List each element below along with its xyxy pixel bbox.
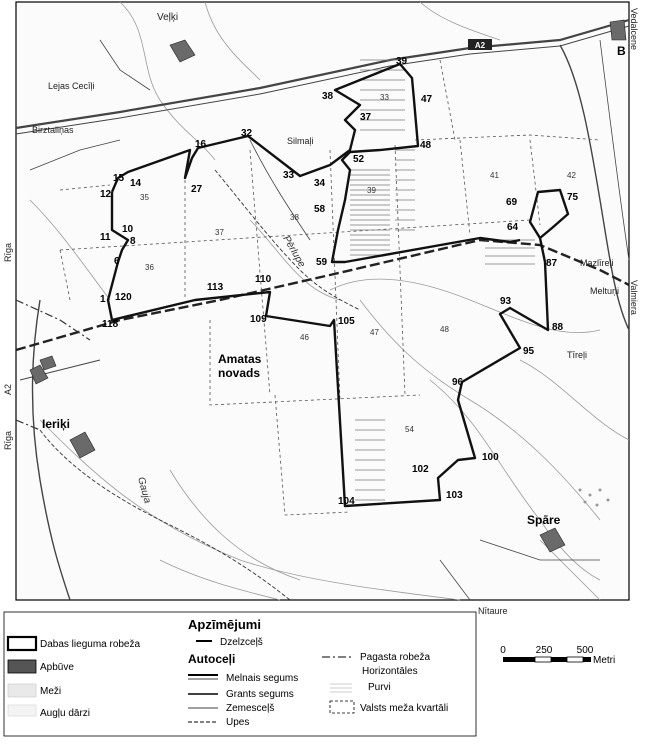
- point-110: 110: [255, 274, 272, 285]
- quarter-46: 46: [300, 333, 309, 342]
- quarter-39: 39: [367, 186, 376, 195]
- place-riga-a2: Rīga: [3, 430, 13, 450]
- point-120: 120: [115, 292, 132, 303]
- point-1: 1: [100, 294, 106, 305]
- legend-roads-heading: Autoceļi: [188, 652, 236, 666]
- place-meltuni: Meltuņi: [590, 286, 620, 296]
- point-103: 103: [446, 490, 463, 501]
- point-58: 58: [314, 204, 326, 215]
- legend-orchards-swatch: [8, 705, 36, 716]
- legend-reserve-boundary: Dabas lieguma robeža: [40, 639, 141, 650]
- point-39: 39: [396, 56, 408, 67]
- legend-asphalt: Melnais segums: [226, 673, 299, 684]
- quarter-47: 47: [370, 328, 379, 337]
- legend-reserve-boundary-swatch: [8, 637, 36, 650]
- point-47: 47: [421, 94, 433, 105]
- legend-built-up-swatch: [8, 660, 36, 673]
- point-75: 75: [567, 192, 579, 203]
- place-novads: novads: [218, 366, 261, 380]
- place-vedalcene: Vedalcene: [629, 8, 639, 51]
- point-87: 87: [546, 258, 558, 269]
- legend-parish-boundary: Pagasta robeža: [360, 652, 431, 663]
- place-silmali: Silmaļi: [287, 136, 314, 146]
- point-96: 96: [452, 377, 464, 388]
- point-33: 33: [283, 170, 295, 181]
- place-riga-left: Rīga: [3, 242, 13, 262]
- point-102: 102: [412, 464, 429, 475]
- quarter-35: 35: [140, 193, 149, 202]
- legend-forests-swatch: [8, 684, 36, 697]
- legend-forests: Meži: [40, 686, 62, 697]
- scale-unit: Metri: [593, 655, 616, 666]
- place-a2-left: A2: [3, 383, 13, 395]
- point-37: 37: [360, 112, 372, 123]
- point-14: 14: [130, 178, 142, 189]
- place-tireli: Tīreļi: [567, 350, 587, 360]
- point-100: 100: [482, 452, 499, 463]
- scale-bar: [503, 657, 591, 662]
- legend-built-up: Apbūve: [40, 662, 74, 673]
- point-59: 59: [316, 257, 328, 268]
- quarter-37: 37: [215, 228, 224, 237]
- point-95: 95: [523, 346, 535, 357]
- place-ieriki: Ieriķi: [42, 417, 71, 431]
- point-10: 10: [122, 224, 134, 235]
- quarter-33: 33: [380, 93, 389, 102]
- point-88: 88: [552, 322, 564, 333]
- quarter-48: 48: [440, 325, 449, 334]
- place-mazlireli: Mazlīreļi: [580, 258, 614, 268]
- river-perlupe-label: Pērlupe: [280, 234, 308, 270]
- quarter-41: 41: [490, 171, 499, 180]
- point-109: 109: [250, 314, 267, 325]
- a2-road-shield-label: A2: [474, 41, 486, 50]
- place-spare: Spāre: [527, 513, 561, 527]
- point-64: 64: [507, 222, 519, 233]
- point-69: 69: [506, 197, 518, 208]
- point-113: 113: [207, 282, 224, 293]
- point-8: 8: [130, 236, 136, 247]
- place-lejas-cecili: Lejas Cecīļi: [48, 81, 95, 91]
- legend-title: Apzīmējumi: [188, 617, 261, 632]
- point-12: 12: [100, 189, 112, 200]
- quarter-36: 36: [145, 263, 154, 272]
- place-b-edge: B: [617, 44, 626, 58]
- place-birztalinas: Birztaliņas: [32, 125, 74, 135]
- point-118: 118: [102, 319, 119, 330]
- legend-railway: Dzelzceļš: [220, 637, 263, 648]
- point-16: 16: [195, 139, 207, 150]
- quarter-54: 54: [405, 425, 414, 434]
- quarter-42: 42: [567, 171, 576, 180]
- place-vejki: Veļķi: [157, 12, 179, 23]
- point-48: 48: [420, 140, 432, 151]
- legend-orchards: Augļu dārzi: [40, 708, 91, 719]
- point-32: 32: [241, 128, 253, 139]
- point-105: 105: [338, 316, 355, 327]
- point-104: 104: [338, 496, 355, 507]
- legend-contours: Horizontāles: [362, 666, 418, 677]
- legend-bogs: Purvi: [368, 682, 391, 693]
- place-valmiera: Valmiera: [629, 280, 639, 315]
- point-93: 93: [500, 296, 512, 307]
- point-34: 34: [314, 178, 326, 189]
- legend-dirt: Zemesceļš: [226, 703, 275, 714]
- point-6: 6: [114, 256, 120, 267]
- legend-rivers: Upes: [226, 717, 250, 728]
- point-15: 15: [113, 173, 125, 184]
- legend-forest-quarters: Valsts meža kvartāli: [360, 703, 449, 714]
- point-27: 27: [191, 184, 203, 195]
- legend-gravel: Grants segums: [226, 689, 294, 700]
- river-gauja-label: Gauja: [135, 475, 153, 505]
- scale-tick-0: 0: [500, 645, 506, 656]
- quarter-38: 38: [290, 213, 299, 222]
- point-52: 52: [353, 154, 365, 165]
- scale-tick-500: 500: [576, 645, 594, 656]
- scale-tick-250: 250: [535, 645, 553, 656]
- place-nitaure: Nītaure: [478, 606, 508, 616]
- point-38: 38: [322, 91, 334, 102]
- place-amatas: Amatas: [218, 352, 262, 366]
- point-11: 11: [100, 232, 111, 243]
